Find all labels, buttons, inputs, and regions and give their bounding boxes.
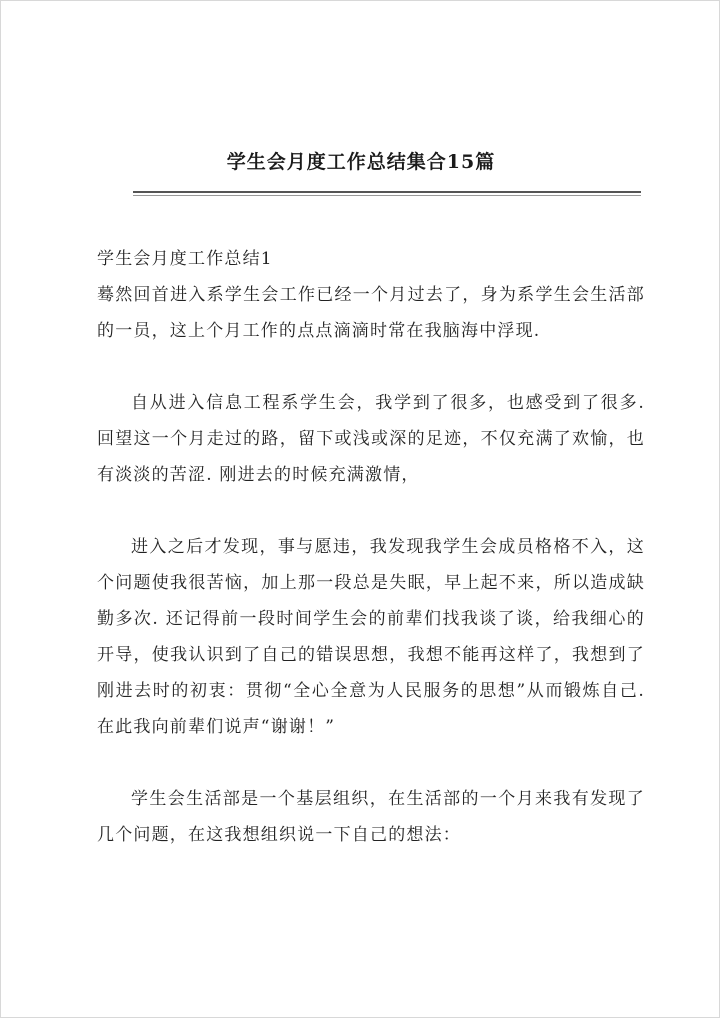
document-title: 学生会月度工作总结集合15篇 — [226, 151, 496, 173]
paragraph-3: 进入之后才发现，事与愿违，我发现我学生会成员格格不入，这个问题使我很苦恼，加上那一段总是失眠，早上起不来，所以造成缺勤多次. 还记得前一段时间学生会的前辈们找我谈了谈，给我细心的开导，使我认识到了自己的错误思想，我想不能再这样了，我想到了刚进去时的初衷：贯彻“全心全意为人民服务的思想”从而锻炼自己. 在此我向前辈们说声“谢谢！” — [97, 537, 645, 737]
paragraph-1: 蓦然回首进入系学生会工作已经一个月过去了，身为系学生会生活部的一员，这上个月工作的点点滴滴时常在我脑海中浮现. — [97, 285, 645, 341]
title-divider — [133, 191, 641, 193]
section-heading: 学生会月度工作总结1 — [97, 249, 273, 269]
paragraph-4: 学生会生活部是一个基层组织，在生活部的一个月来我有发现了几个问题，在这我想组织说一下自己的想法： — [97, 789, 645, 845]
document-body — [97, 241, 645, 853]
title-divider-thin — [133, 195, 641, 196]
paragraph-2: 自从进入信息工程系学生会，我学到了很多，也感受到了很多. 回望这一个月走过的路，留下或浅或深的足迹，不仅充满了欢愉，也有淡淡的苦涩. 刚进去的时候充满激情， — [97, 393, 645, 485]
